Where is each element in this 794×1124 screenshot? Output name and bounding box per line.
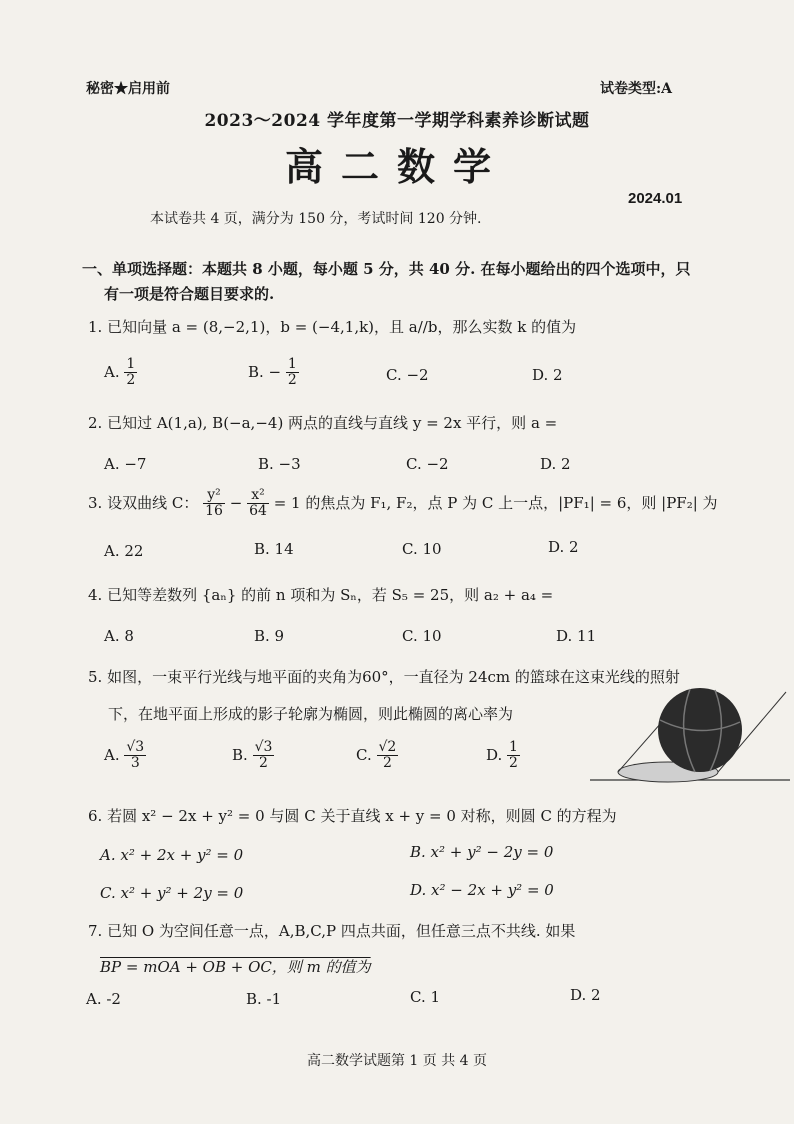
q4-stem: 4. 已知等差数列 {aₙ} 的前 n 项和为 Sₙ，若 S₅ = 25，则 a₂ + a₄ = (88, 586, 554, 604)
q7-stem-line1: 7. 已知 O 为空间任意一点，A,B,C,P 四点共面，但任意三点不共线. 如果 (88, 922, 576, 940)
paper-type-label: 试卷类型:A (600, 81, 673, 97)
exam-date: 2024.01 (628, 190, 683, 207)
q6-stem: 6. 若圆 x² − 2x + y² = 0 与圆 C 关于直线 x + y = 0 对称，则圆 C 的方程为 (88, 807, 617, 825)
secret-label: 秘密★启用前 (86, 81, 170, 97)
q7-option-b: B. -1 (246, 990, 282, 1008)
q1-option-d: D. 2 (532, 366, 563, 384)
q5-b-num: √3 (254, 739, 273, 755)
section-heading-line1: 一、单项选择题：本题共 8 小题，每小题 5 分，共 40 分. 在每小题给出的四个选项中，只 (82, 260, 691, 278)
q5-b-frac (253, 740, 275, 772)
q5-d-label: D. (486, 745, 503, 764)
q3-frac-y-num: y² (203, 488, 225, 504)
q3-option-b: B. 14 (254, 540, 294, 558)
q2-stem: 2. 已知过 A(1,a), B(−a,−4) 两点的直线与直线 y = 2x 平行，则 a = (88, 414, 558, 432)
q5-stem-line2: 下，在地平面上形成的影子轮廓为椭圆，则此椭圆的离心率为 (108, 705, 514, 723)
q3-minus: − (229, 493, 243, 512)
q5-c-frac (377, 740, 399, 772)
q3-frac-y-den: 16 (205, 503, 223, 520)
q3-frac-x (247, 488, 269, 520)
q5-d-num: 1 (509, 739, 518, 755)
q5-option-b (232, 740, 274, 772)
q5-option-a (104, 740, 146, 772)
q5-b-den: 2 (259, 755, 268, 772)
exam-title: 高二数学 (284, 144, 509, 189)
q5-c-den: 2 (382, 755, 392, 772)
q3-option-d: D. 2 (548, 538, 579, 556)
q1-b-den: 2 (287, 372, 297, 389)
q5-a-frac (124, 740, 146, 772)
q6-option-b: B. x² + y² − 2y = 0 (410, 843, 554, 861)
q7-stem-line2: BP = mOA + OB + OC，则 m 的值为 (100, 958, 371, 976)
q3-option-a: A. 22 (104, 542, 144, 560)
q4-option-b: B. 9 (254, 627, 285, 645)
exam-info: 本试卷共 4 页，满分为 150 分，考试时间 120 分钟. (150, 211, 482, 227)
q1-option-b (248, 357, 299, 389)
q1-a-label: A. (104, 362, 120, 381)
q5-d-frac (507, 740, 520, 772)
q1-a-den: 2 (126, 372, 136, 389)
q5-stem-line1: 5. 如图，一束平行光线与地平面的夹角为60°，一直径为 24cm 的篮球在这束光线的照射 (88, 668, 680, 686)
q3-frac-x-num: x² (247, 488, 269, 504)
q2-option-c: C. −2 (406, 455, 449, 473)
q3-stem (88, 488, 718, 520)
q1-b-label: B. − (248, 362, 282, 381)
q2-option-d: D. 2 (540, 455, 571, 473)
q5-option-d (486, 740, 520, 772)
exam-subtitle: 2023～2024 学年度第一学期学科素养诊断试题 (204, 111, 590, 131)
q7-option-c: C. 1 (410, 988, 441, 1006)
q7-option-a: A. -2 (86, 990, 121, 1008)
section-heading-line2: 有一项是符合题目要求的. (104, 285, 275, 303)
q2-option-a: A. −7 (104, 455, 147, 473)
q4-option-d: D. 11 (556, 627, 597, 645)
basketball-shadow-figure (590, 680, 790, 790)
q5-b-label: B. (232, 745, 248, 764)
q5-a-label: A. (104, 745, 120, 764)
q6-option-c: C. x² + y² + 2y = 0 (100, 884, 244, 902)
q1-option-a (104, 357, 137, 389)
q5-c-label: C. (356, 745, 372, 764)
q1-b-num: 1 (287, 356, 297, 372)
q1-a-num: 1 (126, 356, 136, 372)
q5-c-num: √2 (378, 739, 397, 755)
q5-option-c (356, 740, 398, 772)
q1-option-c: C. −2 (386, 366, 429, 384)
q2-option-b: B. −3 (258, 455, 301, 473)
q3-frac-y (203, 488, 225, 520)
q3-option-c: C. 10 (402, 540, 442, 558)
q6-option-a: A. x² + 2x + y² = 0 (100, 846, 244, 864)
q1-stem: 1. 已知向量 a = (8,−2,1)，b = (−4,1,k)，且 a//b，那么实数 k 的值为 (88, 318, 577, 336)
q6-option-d: D. x² − 2x + y² = 0 (410, 881, 554, 899)
q1-b-frac (286, 357, 299, 389)
q4-option-a: A. 8 (104, 627, 134, 645)
q3-stem-post: = 1 的焦点为 F₁, F₂，点 P 为 C 上一点，|PF₁| = 6，则 |PF₂| 为 (273, 493, 718, 512)
q1-a-frac (124, 357, 137, 389)
q5-d-den: 2 (509, 755, 518, 772)
q3-frac-x-den: 64 (249, 503, 267, 520)
q5-a-den: 3 (130, 755, 140, 772)
q3-stem-pre: 3. 设双曲线 C： (88, 493, 199, 512)
q4-option-c: C. 10 (402, 627, 442, 645)
q5-a-num: √3 (126, 739, 145, 755)
page-footer: 高二数学试题第 1 页 共 4 页 (306, 1053, 488, 1069)
q7-option-d: D. 2 (570, 986, 601, 1004)
